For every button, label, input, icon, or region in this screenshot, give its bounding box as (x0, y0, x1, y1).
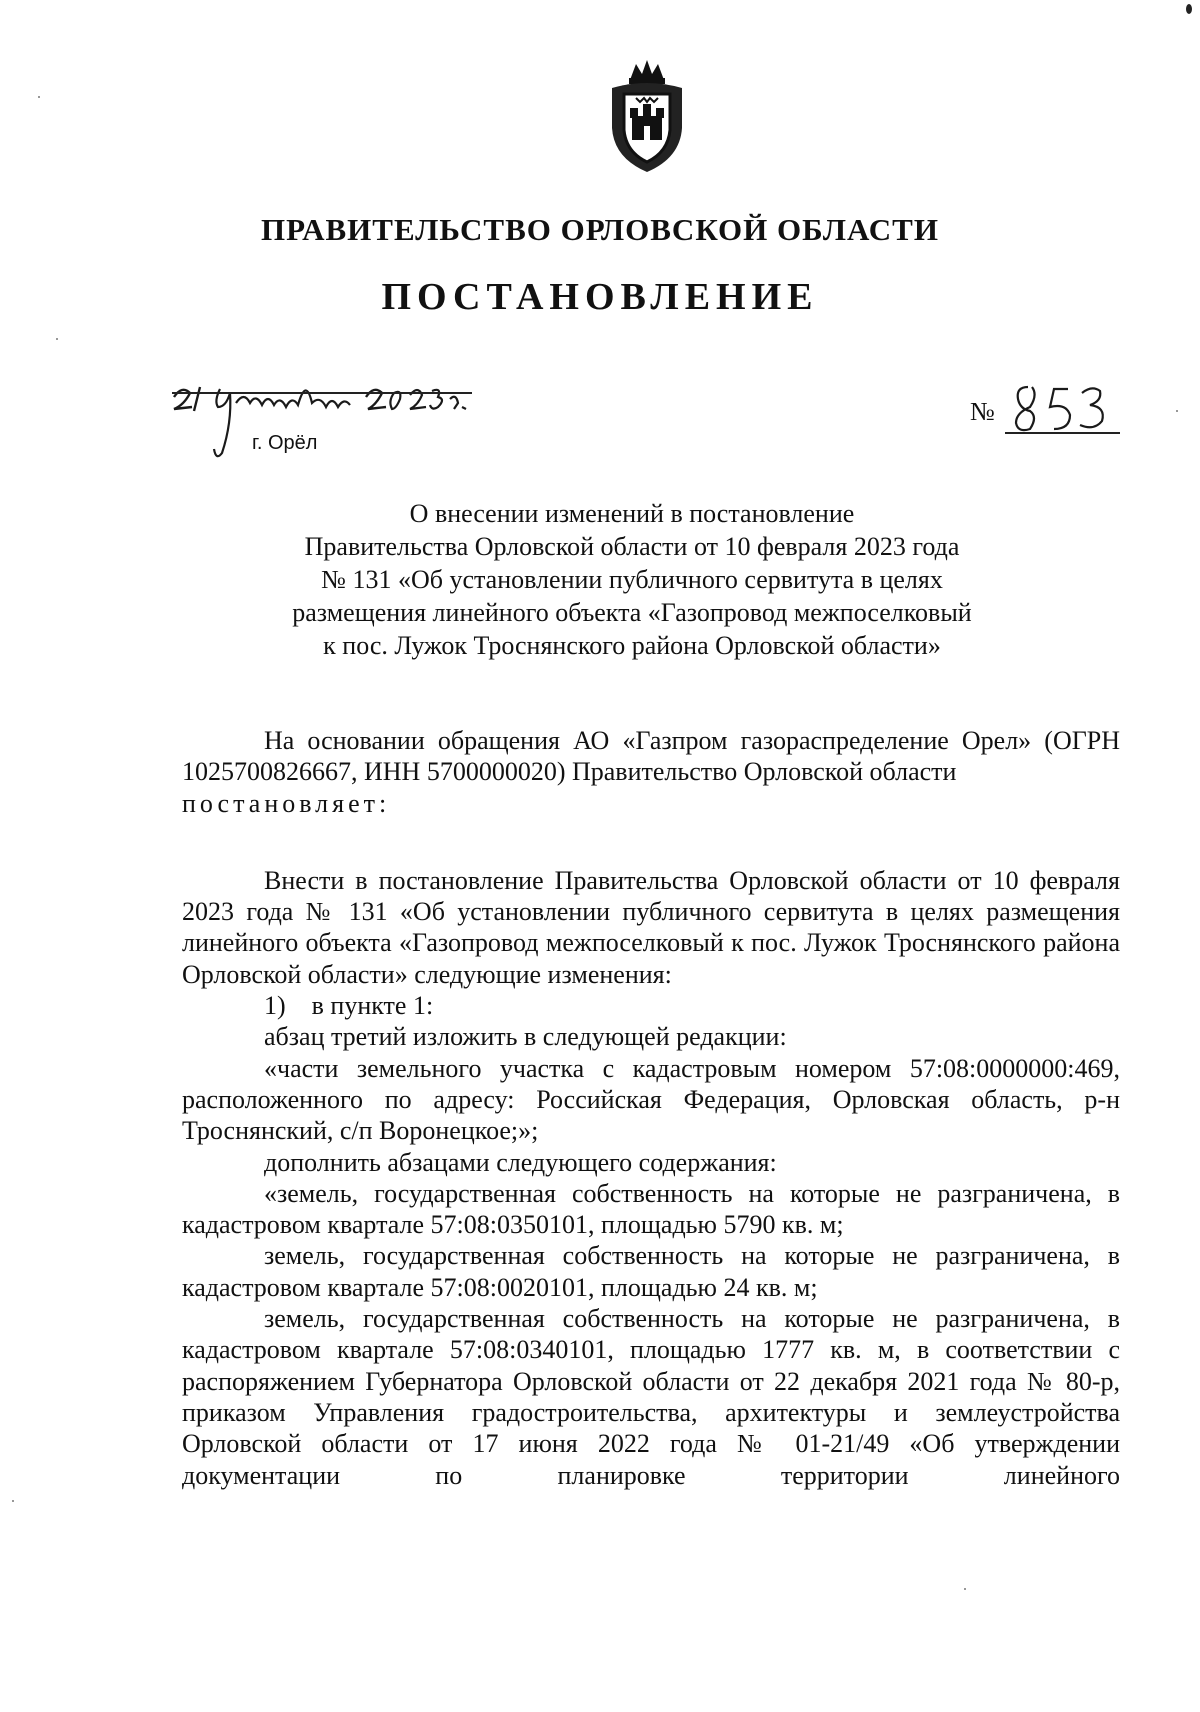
document-type-title: ПОСТАНОВЛЕНИЕ (381, 276, 819, 318)
paragraph: дополнить абзацами следующего содержания: (264, 1147, 777, 1177)
preamble-paragraph: На основании обращения АО «Газпром газораспределение Орел» (ОГРН 1025700826667, ИНН 5700000020) Правительство Орловской области (182, 726, 1120, 787)
handwritten-date (170, 383, 480, 463)
document-subject (232, 497, 1032, 662)
item-1: 1) в пункте 1: (264, 991, 434, 1021)
scan-speck (1186, 4, 1192, 14)
resolves-word: постановляет: (182, 788, 391, 818)
number-underline (1005, 432, 1120, 434)
paragraph: земель, государственная собственность на которые не разграничена, в кадастровом квартале 57:08:0340101, площадью 1777 кв. м, в соответствии с распоряжением Губернатора Орловской области от 22 декабря 2021 года № 80-р, приказом Управления градостроительства, архитектуры и землеустройства Орловской области от 17 июня 2022 года № 01-21/49 «Об утверждении документации по планировке территории линейного (182, 1304, 1120, 1490)
date-underline (172, 392, 472, 394)
subject-line: к пос. Лужок Троснянского района Орловской области» (323, 631, 941, 660)
subject-line: Правительства Орловской области от 10 февраля 2023 года (304, 532, 960, 561)
paragraph: земель, государственная собственность на которые не разграничена, в кадастровом квартале 57:08:0020101, площадью 24 кв. м; (182, 1241, 1120, 1302)
orel-oblast-coat-of-arms-icon (602, 58, 692, 174)
scan-speck (1176, 410, 1178, 412)
organization-title: ПРАВИТЕЛЬСТВО ОРЛОВСКОЙ ОБЛАСТИ (261, 212, 939, 247)
scan-speck (12, 1500, 14, 1502)
city-label: г. Орёл (252, 432, 318, 454)
scan-speck (56, 338, 58, 340)
subject-line: О внесении изменений в постановление (409, 499, 855, 528)
subject-line: № 131 «Об установлении публичного сервитута в целях (321, 565, 943, 594)
subject-line: размещения линейного объекта «Газопровод межпоселковый (292, 598, 972, 627)
paragraph: «земель, государственная собственность на которые не разграничена, в кадастровом квартале 57:08:0350101, площадью 5790 кв. м; (182, 1178, 1120, 1240)
scan-speck (964, 1588, 966, 1590)
document-body (182, 725, 1120, 1491)
paragraph: абзац третий изложить в следующей редакции: (264, 1022, 787, 1052)
number-label: № (970, 397, 995, 426)
intro-paragraph: Внести в постановление Правительства Орловской области от 10 февраля 2023 года № 131 «Об установлении публичного сервитута в целях размещения линейного объекта «Газопровод межпоселковый к пос. Лужок Троснянского района Орловской области» следующие изменения: (182, 865, 1120, 989)
paragraph: «части земельного участка с кадастровым номером 57:08:0000000:469, расположенного по адресу: Российская Федерация, Орловская область, р-н Троснянский, с/п Воронецкое;»; (182, 1053, 1120, 1146)
handwritten-number (1010, 383, 1120, 435)
scan-speck (38, 96, 40, 98)
